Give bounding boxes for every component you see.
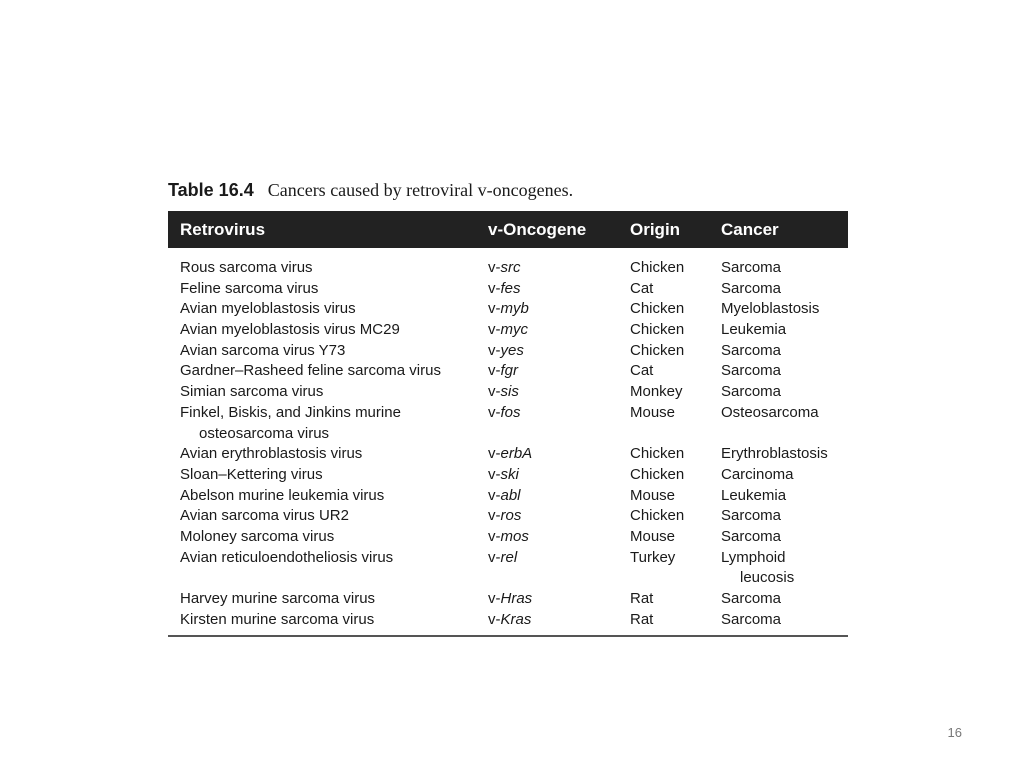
- retrovirus-name: Avian myeloblastosis virus MC29: [180, 321, 400, 339]
- cell-oncogene: [488, 258, 521, 279]
- cell-cancer: [721, 527, 781, 548]
- oncogene-table: [168, 211, 848, 637]
- cell-retrovirus: [180, 361, 441, 382]
- oncogene-name: ski: [500, 465, 519, 483]
- retrovirus-name: Gardner–Rasheed feline sarcoma virus: [180, 362, 441, 380]
- cancer-name: Sarcoma: [721, 259, 782, 276]
- cell-origin: Rat: [630, 610, 654, 628]
- oncogene-name: sis: [500, 383, 519, 401]
- oncogene-prefix: v-: [488, 548, 501, 566]
- table-row: [168, 548, 848, 589]
- cell-oncogene: [488, 548, 517, 569]
- oncogene-prefix: v-: [488, 321, 501, 339]
- cell-retrovirus: [180, 527, 334, 548]
- oncogene-name: Hras: [500, 590, 533, 608]
- cell-cancer: [721, 299, 819, 320]
- retrovirus-name: Avian sarcoma virus Y73: [180, 341, 346, 359]
- header-v-oncogene: v-Oncogene: [488, 220, 587, 239]
- cell-cancer: [721, 506, 781, 527]
- table-row: [168, 299, 848, 320]
- retrovirus-name: Rous sarcoma virus: [180, 259, 313, 276]
- oncogene-prefix: v-: [488, 445, 501, 463]
- oncogene-name: myb: [500, 300, 529, 318]
- cell-cancer: [721, 320, 786, 341]
- header-retrovirus: Retrovirus: [180, 220, 266, 239]
- cell-retrovirus: [180, 610, 374, 631]
- table-row: [168, 382, 848, 403]
- cell-retrovirus: [180, 258, 313, 279]
- cancer-name: Leukemia: [721, 486, 787, 504]
- retrovirus-name: Avian reticuloendotheliosis virus: [180, 548, 394, 566]
- cancer-name: Sarcoma: [721, 341, 782, 359]
- oncogene-prefix: v-: [488, 300, 501, 318]
- oncogene-name: Kras: [500, 610, 532, 628]
- cell-origin: Rat: [630, 590, 654, 608]
- retrovirus-name: Simian sarcoma virus: [180, 383, 324, 401]
- header-origin: Origin: [630, 220, 681, 239]
- oncogene-name: ros: [500, 507, 522, 525]
- cell-cancer: [721, 403, 819, 424]
- retrovirus-name: Abelson murine leukemia virus: [180, 486, 385, 504]
- cell-oncogene: [488, 589, 532, 610]
- cell-cancer: [721, 610, 781, 631]
- cell-retrovirus: [180, 486, 384, 507]
- table-row: [168, 361, 848, 382]
- cell-retrovirus: [180, 320, 400, 341]
- cancer-name: Sarcoma: [721, 383, 782, 401]
- cell-cancer: [721, 486, 786, 507]
- oncogene-name: yes: [500, 341, 524, 359]
- cell-cancer: [721, 279, 781, 300]
- table-row: [168, 403, 848, 444]
- cell-origin: Chicken: [630, 465, 685, 483]
- cell-cancer: [721, 382, 781, 403]
- oncogene-name: src: [500, 259, 521, 276]
- cell-origin: Mouse: [630, 403, 676, 421]
- cell-cancer: [721, 258, 781, 279]
- cell-oncogene: [488, 527, 529, 548]
- cell-cancer: [721, 548, 794, 589]
- table-number: Table 16.4: [168, 180, 254, 200]
- header-cancer: Cancer: [721, 220, 779, 239]
- cell-origin: Chicken: [630, 507, 685, 525]
- table-row: [168, 465, 848, 486]
- cell-retrovirus: [180, 279, 318, 300]
- oncogene-prefix: v-: [488, 590, 501, 608]
- oncogene-name: myc: [500, 321, 528, 339]
- cancer-name: Leukemia: [721, 321, 787, 339]
- cell-origin: Cat: [630, 362, 654, 380]
- oncogene-name: mos: [500, 527, 529, 545]
- cell-origin: Chicken: [630, 341, 685, 359]
- table-body: [168, 248, 848, 630]
- retrovirus-name: Avian erythroblastosis virus: [180, 445, 363, 463]
- table-title: Cancers caused by retroviral v-oncogenes.: [267, 180, 574, 200]
- table-row: [168, 589, 848, 610]
- cancer-name: Lymphoid: [721, 548, 786, 566]
- table-bottom-rule: [168, 635, 848, 637]
- cell-cancer: [721, 465, 794, 486]
- cell-cancer: [721, 589, 781, 610]
- table-row: [168, 527, 848, 548]
- cell-retrovirus: [180, 506, 349, 527]
- cell-retrovirus: [180, 548, 393, 569]
- table-row: [168, 320, 848, 341]
- cell-retrovirus: [180, 444, 362, 465]
- oncogene-prefix: v-: [488, 465, 501, 483]
- table-caption: [168, 180, 573, 206]
- table-row: [168, 610, 848, 631]
- cancer-name: Osteosarcoma: [721, 403, 819, 421]
- cell-retrovirus: [180, 299, 356, 320]
- cell-oncogene: [488, 506, 521, 527]
- oncogene-name: fgr: [500, 362, 519, 380]
- cell-origin: Chicken: [630, 300, 685, 318]
- retrovirus-name: Avian myeloblastosis virus: [180, 300, 356, 318]
- cell-retrovirus: [180, 589, 375, 610]
- cell-origin: Mouse: [630, 527, 676, 545]
- oncogene-prefix: v-: [488, 279, 501, 297]
- cell-oncogene: [488, 444, 532, 465]
- retrovirus-name-continued: osteosarcoma virus: [199, 424, 330, 442]
- oncogene-prefix: v-: [488, 610, 501, 628]
- cell-oncogene: [488, 610, 531, 631]
- table-row: [168, 341, 848, 362]
- cell-oncogene: [488, 341, 524, 362]
- cancer-name: Sarcoma: [721, 362, 782, 380]
- oncogene-name: erbA: [500, 445, 533, 463]
- table-row: [168, 506, 848, 527]
- oncogene-prefix: v-: [488, 507, 501, 525]
- oncogene-prefix: v-: [488, 341, 501, 359]
- oncogene-name: fes: [500, 279, 521, 297]
- table-row: [168, 279, 848, 300]
- oncogene-prefix: v-: [488, 383, 501, 401]
- cell-origin: Monkey: [630, 383, 683, 401]
- cancer-name-continued: leucosis: [740, 569, 795, 587]
- cell-oncogene: [488, 320, 528, 341]
- cancer-name: Myeloblastosis: [721, 300, 820, 318]
- oncogene-prefix: v-: [488, 259, 501, 276]
- oncogene-prefix: v-: [488, 362, 501, 380]
- cell-oncogene: [488, 403, 521, 424]
- cancer-name: Sarcoma: [721, 507, 782, 525]
- retrovirus-name: Moloney sarcoma virus: [180, 527, 335, 545]
- cell-origin: Chicken: [630, 321, 685, 339]
- cell-oncogene: [488, 486, 521, 507]
- retrovirus-name: Harvey murine sarcoma virus: [180, 590, 376, 608]
- cell-origin: Cat: [630, 279, 654, 297]
- page-number: 16: [947, 725, 962, 740]
- cell-retrovirus: [180, 403, 401, 444]
- retrovirus-name: Avian sarcoma virus UR2: [180, 507, 349, 525]
- retrovirus-name: Sloan–Kettering virus: [180, 465, 323, 483]
- oncogene-name: fos: [500, 403, 521, 421]
- cell-retrovirus: [180, 341, 345, 362]
- cancer-name: Sarcoma: [721, 527, 782, 545]
- cancer-name: Sarcoma: [721, 590, 782, 608]
- table-header: [168, 211, 848, 248]
- cell-origin: Chicken: [630, 445, 685, 463]
- table-row: [168, 258, 848, 279]
- oncogene-name: abl: [500, 486, 521, 504]
- cancer-name: Sarcoma: [721, 279, 782, 297]
- cancer-name: Carcinoma: [721, 465, 794, 483]
- cell-cancer: [721, 444, 828, 465]
- cell-origin: Turkey: [630, 548, 676, 566]
- retrovirus-name: Kirsten murine sarcoma virus: [180, 610, 375, 628]
- cell-cancer: [721, 341, 781, 362]
- retrovirus-name: Feline sarcoma virus: [180, 279, 319, 297]
- oncogene-prefix: v-: [488, 486, 501, 504]
- table-row: [168, 444, 848, 465]
- cancer-name: Sarcoma: [721, 610, 782, 628]
- cell-oncogene: [488, 279, 521, 300]
- cell-origin: Chicken: [630, 259, 685, 276]
- oncogene-prefix: v-: [488, 403, 501, 421]
- cell-oncogene: [488, 361, 518, 382]
- cancer-name: Erythroblastosis: [721, 445, 828, 463]
- cell-retrovirus: [180, 382, 323, 403]
- oncogene-name: rel: [500, 548, 518, 566]
- table-row: [168, 486, 848, 507]
- cell-oncogene: [488, 465, 519, 486]
- cell-origin: Mouse: [630, 486, 676, 504]
- oncogene-prefix: v-: [488, 527, 501, 545]
- cell-oncogene: [488, 382, 519, 403]
- retrovirus-name: Finkel, Biskis, and Jinkins murine: [180, 403, 401, 421]
- cell-cancer: [721, 361, 781, 382]
- cell-oncogene: [488, 299, 529, 320]
- cell-retrovirus: [180, 465, 323, 486]
